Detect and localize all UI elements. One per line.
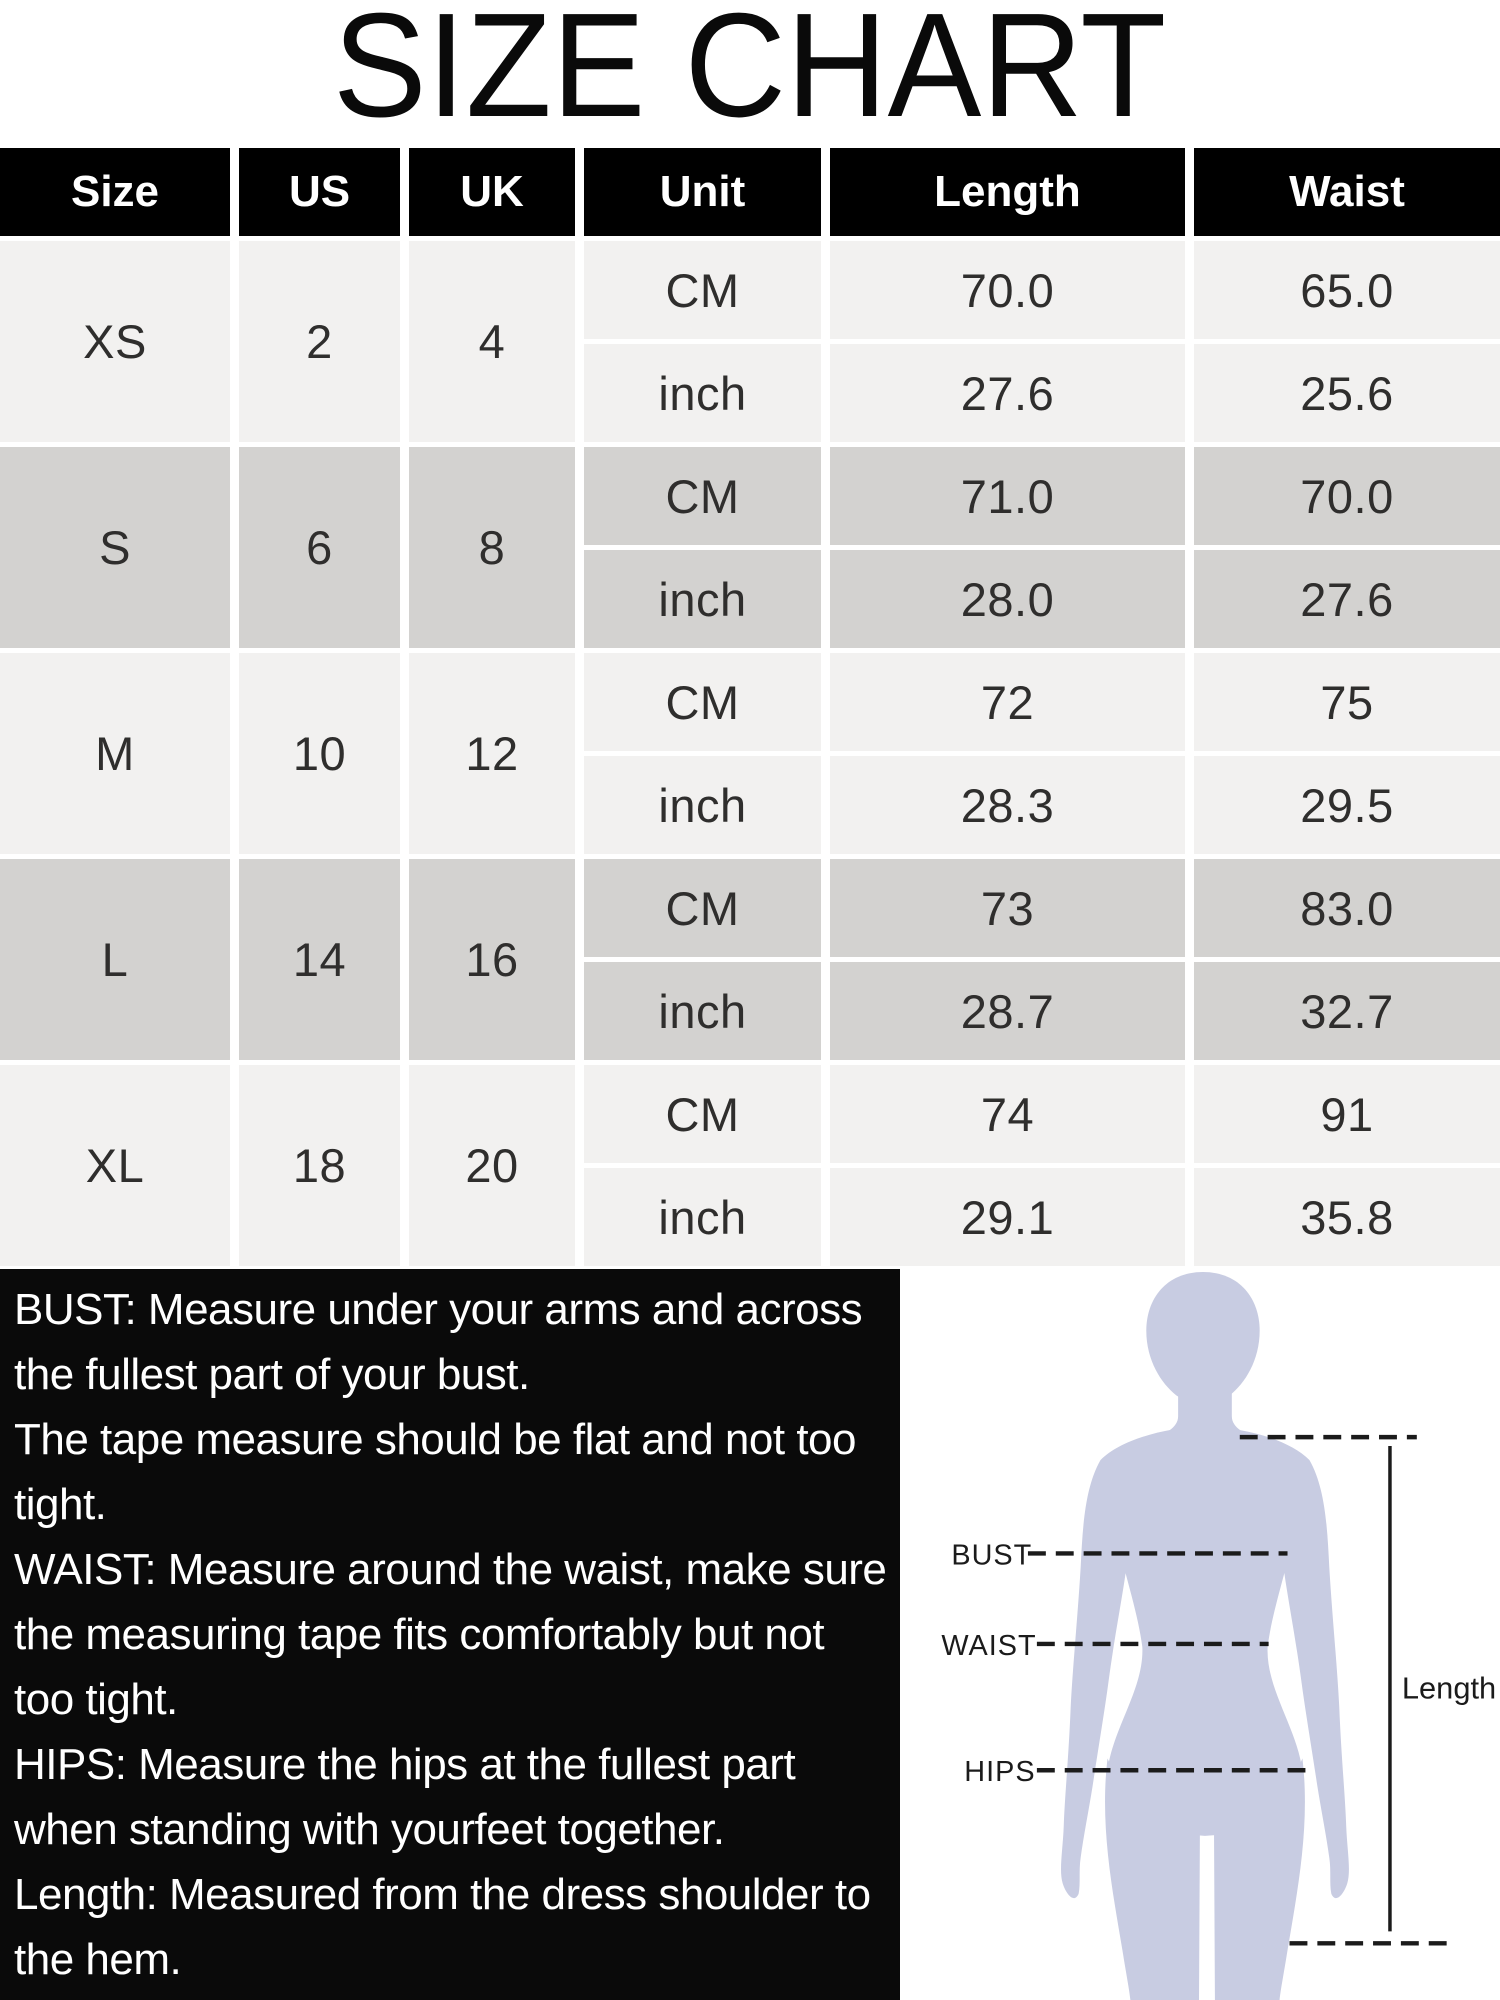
column-header-us: US xyxy=(239,148,400,236)
uk-cell: 4 xyxy=(409,241,575,442)
waist-value: 75 xyxy=(1194,653,1500,751)
length-value: 74 xyxy=(830,1065,1185,1163)
waist-value: 29.5 xyxy=(1194,756,1500,854)
instruction-line: the measuring tape fits comfortably but not xyxy=(14,1610,825,1659)
measurement-diagram xyxy=(900,1269,1500,2000)
us-cell: 18 xyxy=(239,1065,400,1266)
waist-value: 27.6 xyxy=(1194,550,1500,648)
hips-label: HIPS xyxy=(964,1756,1036,1789)
size-cell: XS xyxy=(0,241,230,442)
waist-value: 65.0 xyxy=(1194,241,1500,339)
instruction-line: the fullest part of your bust. xyxy=(14,1350,530,1399)
instruction-line: too tight. xyxy=(14,1675,178,1724)
waist-value: 70.0 xyxy=(1194,447,1500,545)
instruction-line: WAIST: Measure around the waist, make sure xyxy=(14,1545,887,1594)
uk-cell: 8 xyxy=(409,447,575,648)
measuring-instructions-panel xyxy=(0,1269,900,2000)
page-title: SIZE CHART xyxy=(333,0,1167,148)
length-value: 72 xyxy=(830,653,1185,751)
column-header-unit: Unit xyxy=(584,148,821,236)
column-header-length: Length xyxy=(830,148,1185,236)
instruction-line: The tape measure should be flat and not too xyxy=(14,1415,856,1464)
body-silhouette xyxy=(1061,1272,1349,2000)
waist-value: 35.8 xyxy=(1194,1168,1500,1266)
length-value: 71.0 xyxy=(830,447,1185,545)
length-value: 28.7 xyxy=(830,962,1185,1060)
size-cell: XL xyxy=(0,1065,230,1266)
size-cell: S xyxy=(0,447,230,648)
title-bar xyxy=(0,0,1500,148)
unit-cell: CM xyxy=(584,241,821,339)
us-cell: 2 xyxy=(239,241,400,442)
instruction-line: tight. xyxy=(14,1480,107,1529)
instruction-line: Length: Measured from the dress shoulder to xyxy=(14,1870,871,1919)
unit-cell: CM xyxy=(584,859,821,957)
waist-value: 91 xyxy=(1194,1065,1500,1163)
size-cell: M xyxy=(0,653,230,854)
instruction-line: HIPS: Measure the hips at the fullest part xyxy=(14,1740,796,1789)
unit-cell: inch xyxy=(584,962,821,1060)
uk-cell: 12 xyxy=(409,653,575,854)
uk-cell: 20 xyxy=(409,1065,575,1266)
waist-label: WAIST xyxy=(941,1629,1037,1662)
waist-value: 25.6 xyxy=(1194,344,1500,442)
instruction-line: when standing with yourfeet together. xyxy=(14,1805,725,1854)
instruction-line: the hem. xyxy=(14,1935,182,1984)
length-value: 70.0 xyxy=(830,241,1185,339)
unit-cell: CM xyxy=(584,653,821,751)
waist-value: 83.0 xyxy=(1194,859,1500,957)
unit-cell: inch xyxy=(584,344,821,442)
column-header-uk: UK xyxy=(409,148,575,236)
us-cell: 6 xyxy=(239,447,400,648)
size-cell: L xyxy=(0,859,230,1060)
bust-label: BUST xyxy=(951,1539,1033,1572)
length-value: 28.0 xyxy=(830,550,1185,648)
us-cell: 14 xyxy=(239,859,400,1060)
column-header-waist: Waist xyxy=(1194,148,1500,236)
bottom-section xyxy=(0,1269,1500,2000)
length-value: 27.6 xyxy=(830,344,1185,442)
length-value: 29.1 xyxy=(830,1168,1185,1266)
us-cell: 10 xyxy=(239,653,400,854)
unit-cell: inch xyxy=(584,756,821,854)
unit-cell: CM xyxy=(584,1065,821,1163)
length-value: 73 xyxy=(830,859,1185,957)
unit-cell: inch xyxy=(584,1168,821,1266)
uk-cell: 16 xyxy=(409,859,575,1060)
unit-cell: inch xyxy=(584,550,821,648)
unit-cell: CM xyxy=(584,447,821,545)
column-header-size: Size xyxy=(0,148,230,236)
waist-value: 32.7 xyxy=(1194,962,1500,1060)
length-label: Length xyxy=(1401,1670,1497,1706)
length-value: 28.3 xyxy=(830,756,1185,854)
instruction-line: BUST: Measure under your arms and across xyxy=(14,1285,863,1334)
size-table xyxy=(0,148,1500,1266)
